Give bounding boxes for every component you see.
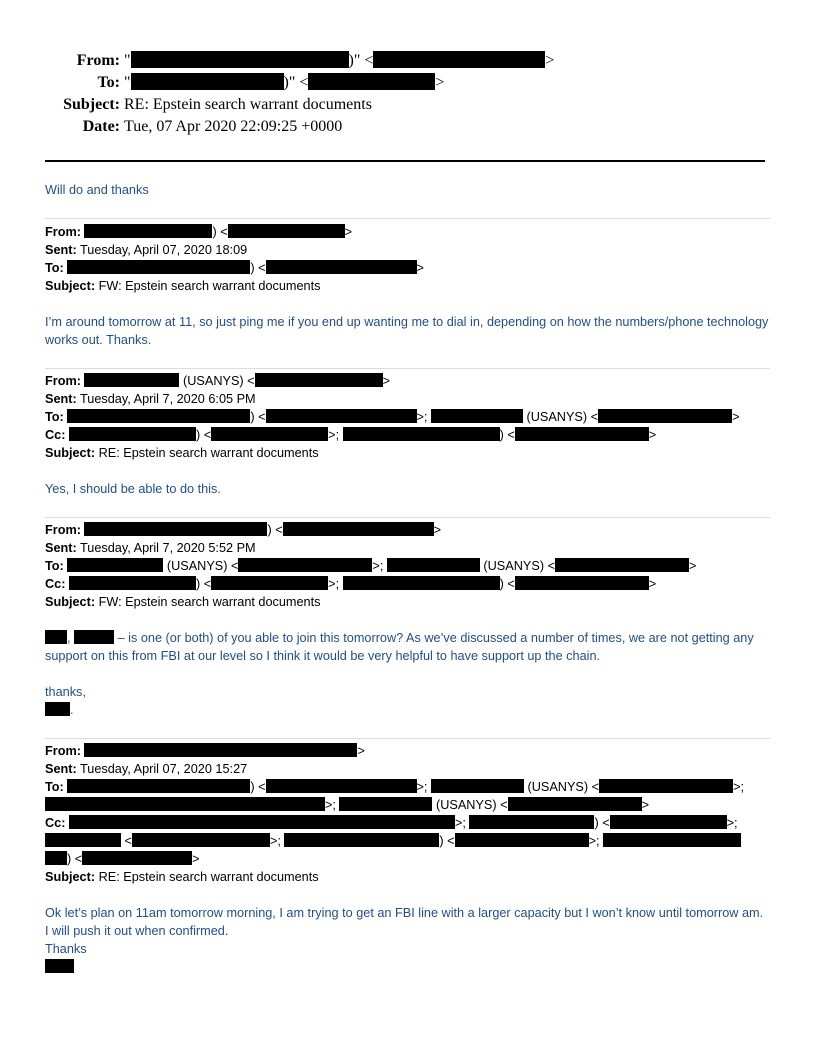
header-to-open: " bbox=[124, 74, 131, 91]
header-subject-label: Subject: bbox=[63, 96, 120, 113]
redaction-block bbox=[343, 427, 500, 441]
redaction-block bbox=[238, 558, 372, 572]
header-from-label: From: bbox=[76, 52, 120, 69]
message-signoff: thanks, bbox=[45, 685, 86, 699]
message-subject-row: Subject: FW: Epstein search warrant documents bbox=[45, 595, 321, 609]
message-sent-row: Sent: Tuesday, April 07, 2020 15:27 bbox=[45, 762, 248, 776]
redaction-block bbox=[84, 373, 179, 387]
message-sent-row: Sent: Tuesday, April 7, 2020 6:05 PM bbox=[45, 392, 256, 406]
redaction-block bbox=[339, 797, 432, 811]
sent-value: Tuesday, April 07, 2020 18:09 bbox=[80, 243, 248, 257]
message-to-row: To: ) < > bbox=[45, 261, 424, 275]
message-signoff: Thanks bbox=[45, 942, 87, 956]
message-subject-row: Subject: RE: Epstein search warrant documents bbox=[45, 446, 319, 460]
message-cc-row: Cc: >; ) < >; bbox=[45, 816, 738, 830]
redaction-block bbox=[283, 522, 434, 536]
header-from-open: " bbox=[124, 52, 131, 69]
message-from-row: From: (USANYS) < > bbox=[45, 374, 390, 388]
redaction-block bbox=[308, 73, 435, 90]
redaction-block bbox=[67, 409, 250, 423]
message-signature bbox=[45, 958, 770, 976]
message-subject-row bbox=[45, 277, 320, 295]
message-cc-row: Cc: ) < >; ) < > bbox=[45, 428, 657, 442]
message-cc-row: Cc: ) < >; ) < > bbox=[45, 577, 657, 591]
redaction-block bbox=[603, 833, 741, 847]
redaction-block bbox=[255, 373, 383, 387]
header-date-label: Date: bbox=[82, 118, 120, 135]
header-date: Tue, 07 Apr 2020 22:09:25 +0000 bbox=[124, 118, 343, 135]
from-label: From: bbox=[45, 225, 81, 239]
redaction-block bbox=[67, 779, 250, 793]
header-subject: RE: Epstein search warrant documents bbox=[124, 96, 372, 113]
redaction-block bbox=[598, 409, 732, 423]
redaction-block bbox=[455, 833, 589, 847]
message-body: Yes, I should be able to do this. bbox=[45, 482, 221, 496]
redaction-block bbox=[67, 260, 250, 274]
redaction-block bbox=[69, 427, 196, 441]
redaction-block bbox=[67, 558, 163, 572]
header-divider bbox=[45, 160, 765, 162]
message-separator bbox=[45, 368, 770, 369]
header-to-close: > bbox=[435, 74, 445, 91]
redaction-block bbox=[69, 815, 455, 829]
message-separator bbox=[45, 517, 770, 518]
redaction-block bbox=[555, 558, 689, 572]
message-from-row: From: ) < > bbox=[45, 225, 353, 239]
redaction-block bbox=[228, 224, 345, 238]
subject-label: Subject: bbox=[45, 279, 96, 293]
redaction-block bbox=[45, 630, 67, 644]
redaction-block bbox=[74, 630, 114, 644]
redaction-block bbox=[266, 779, 417, 793]
redaction-block bbox=[599, 779, 733, 793]
redaction-block bbox=[284, 833, 439, 847]
redaction-block bbox=[45, 797, 325, 811]
redaction-block bbox=[610, 815, 727, 829]
to-label: To: bbox=[45, 261, 64, 275]
redaction-block bbox=[508, 797, 642, 811]
redaction-block bbox=[469, 815, 594, 829]
redaction-block bbox=[266, 260, 417, 274]
redaction-block bbox=[211, 576, 328, 590]
redaction-block bbox=[211, 427, 328, 441]
redaction-block bbox=[69, 576, 196, 590]
message-signature: . bbox=[45, 701, 770, 719]
redaction-block bbox=[266, 409, 417, 423]
message-body: , – is one (or both) of you able to join this tomorrow? As we’ve discussed a number of times, we are not getting any support on this from FBI at our level so I think it would be very helpful to have support up the chain. bbox=[45, 631, 754, 663]
header-from-close: > bbox=[545, 52, 555, 69]
message-separator bbox=[45, 738, 770, 739]
redaction-block bbox=[84, 224, 212, 238]
redaction-block bbox=[132, 833, 270, 847]
redaction-block bbox=[45, 851, 67, 865]
message-from-row: From: ) < > bbox=[45, 523, 442, 537]
redaction-block bbox=[373, 51, 545, 68]
message-body: Will do and thanks bbox=[45, 183, 149, 197]
message-sent-row bbox=[45, 241, 247, 259]
redaction-block bbox=[45, 833, 121, 847]
header-from-mid: )" < bbox=[348, 52, 374, 69]
subject-value: FW: Epstein search warrant documents bbox=[98, 279, 321, 293]
redaction-block bbox=[431, 409, 523, 423]
redaction-block bbox=[45, 959, 74, 973]
message-body: Ok let’s plan on 11am tomorrow morning, I am trying to get an FBI line with a larger capacity but I won’t know until tomorrow am. I will push it out when confirmed. bbox=[45, 906, 764, 938]
redaction-block bbox=[131, 73, 284, 90]
message-to-row: To: ) < >; (USANYS) < > bbox=[45, 410, 740, 424]
message-to-row: To: (USANYS) < >; (USANYS) < > bbox=[45, 559, 697, 573]
header-to-mid: )" < bbox=[283, 74, 309, 91]
redaction-block bbox=[84, 522, 267, 536]
redaction-block bbox=[343, 576, 500, 590]
redaction-block bbox=[82, 851, 192, 865]
message-sent-row: Sent: Tuesday, April 7, 2020 5:52 PM bbox=[45, 541, 256, 555]
redaction-block bbox=[45, 702, 70, 716]
message-to-row-cont: >; (USANYS) < > bbox=[45, 796, 649, 814]
redaction-block bbox=[387, 558, 480, 572]
message-to-row: To: ) < >; (USANYS) < >; bbox=[45, 780, 744, 794]
message-body: I’m around tomorrow at 11, so just ping me if you end up wanting me to dial in, depending on how the numbers/phone technology works out. Thanks. bbox=[45, 315, 769, 347]
message-from-row: From: > bbox=[45, 744, 365, 758]
redaction-block bbox=[515, 576, 649, 590]
message-subject-row: Subject: RE: Epstein search warrant documents bbox=[45, 870, 319, 884]
redaction-block bbox=[131, 51, 349, 68]
message-cc-row-cont: ) < > bbox=[45, 850, 200, 868]
message-separator bbox=[45, 218, 770, 219]
redaction-block bbox=[515, 427, 649, 441]
redaction-block bbox=[431, 779, 524, 793]
redaction-block bbox=[84, 743, 357, 757]
message-cc-row-cont: < >; ) < >; bbox=[45, 832, 741, 850]
header-to-label: To: bbox=[97, 74, 120, 91]
sent-label: Sent: bbox=[45, 243, 77, 257]
